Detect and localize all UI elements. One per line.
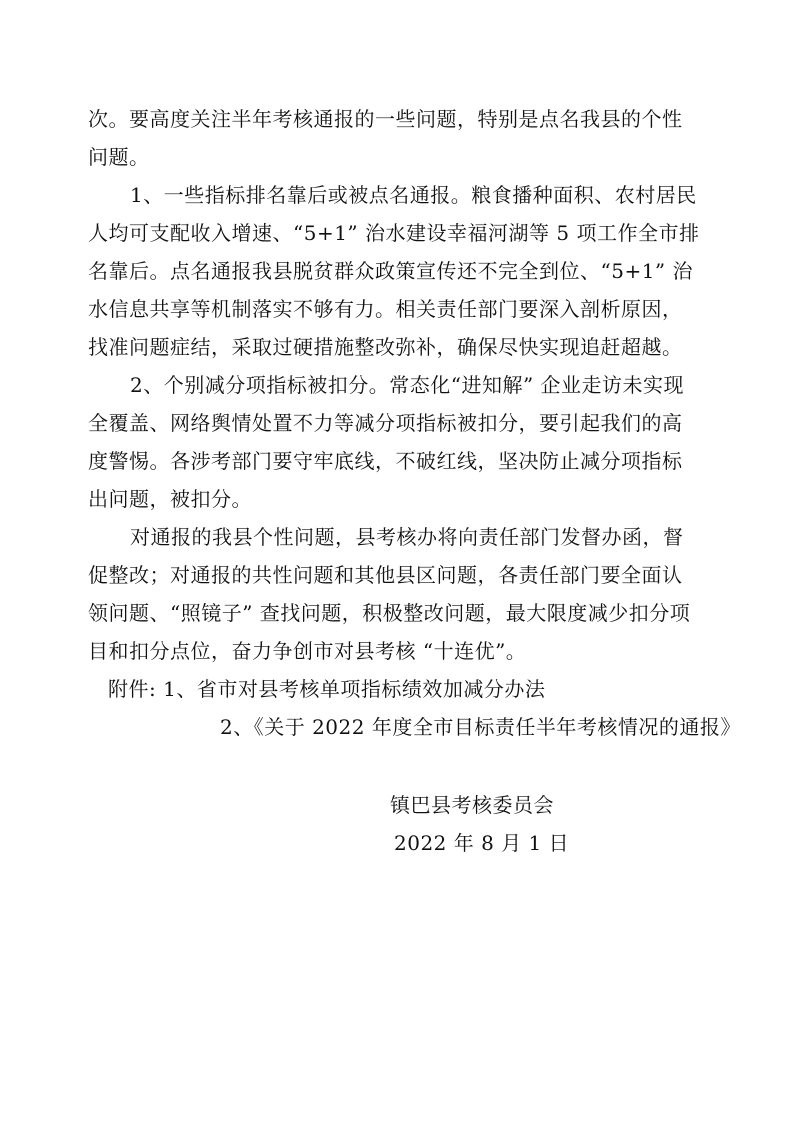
item-1-line-3: 名靠后。点名通报我县脱贫群众政策宣传还不完全到位、“5+1” 治 (88, 259, 694, 283)
attachment-2: 2、《关于 2022 年度全市目标责任半年考核情况的通报》 (220, 715, 741, 739)
body-line-2: 问题。 (88, 145, 150, 169)
attachment-1: 附件: 1、省市对县考核单项指标绩效加减分办法 (108, 677, 546, 701)
closing-line-3: 领问题、“照镜子” 查找问题，积极整改问题，最大限度减少扣分项 (88, 601, 691, 625)
closing-line-1: 对通报的我县个性问题，县考核办将向责任部门发督办函，督 (130, 525, 684, 549)
item-1-line-5: 找准问题症结，采取过硬措施整改弥补，确保尽快实现追赶超越。 (88, 335, 683, 359)
item-1-line-2: 人均可支配收入增速、“5+1” 治水建设幸福河湖等 5 项工作全市排 (88, 221, 700, 245)
body-line-1: 次。要高度关注半年考核通报的一些问题，特别是点名我县的个性 (88, 107, 683, 131)
item-2-line-4: 出问题，被扣分。 (88, 487, 252, 511)
item-1-line-1: 1、一些指标排名靠后或被点名通报。粮食播种面积、农村居民 (130, 183, 697, 207)
date: 2022 年 8 月 1 日 (394, 831, 570, 855)
item-2-line-2: 全覆盖、网络舆情处置不力等减分项指标被扣分，要引起我们的高 (88, 411, 683, 435)
closing-line-2: 促整改；对通报的共性问题和其他县区问题，各责任部门要全面认 (88, 563, 683, 587)
closing-line-4: 目和扣分点位，奋力争创市对县考核 “十连优”。 (88, 639, 527, 663)
item-2-line-3: 度警惕。各涉考部门要守牢底线，不破红线，坚决防止减分项指标 (88, 449, 683, 473)
item-2-line-1: 2、个别减分项指标被扣分。常态化“进知解” 企业走访未实现 (130, 373, 685, 397)
signature: 镇巴县考核委员会 (390, 793, 554, 817)
item-1-line-4: 水信息共享等机制落实不够有力。相关责任部门要深入剖析原因， (88, 297, 683, 321)
